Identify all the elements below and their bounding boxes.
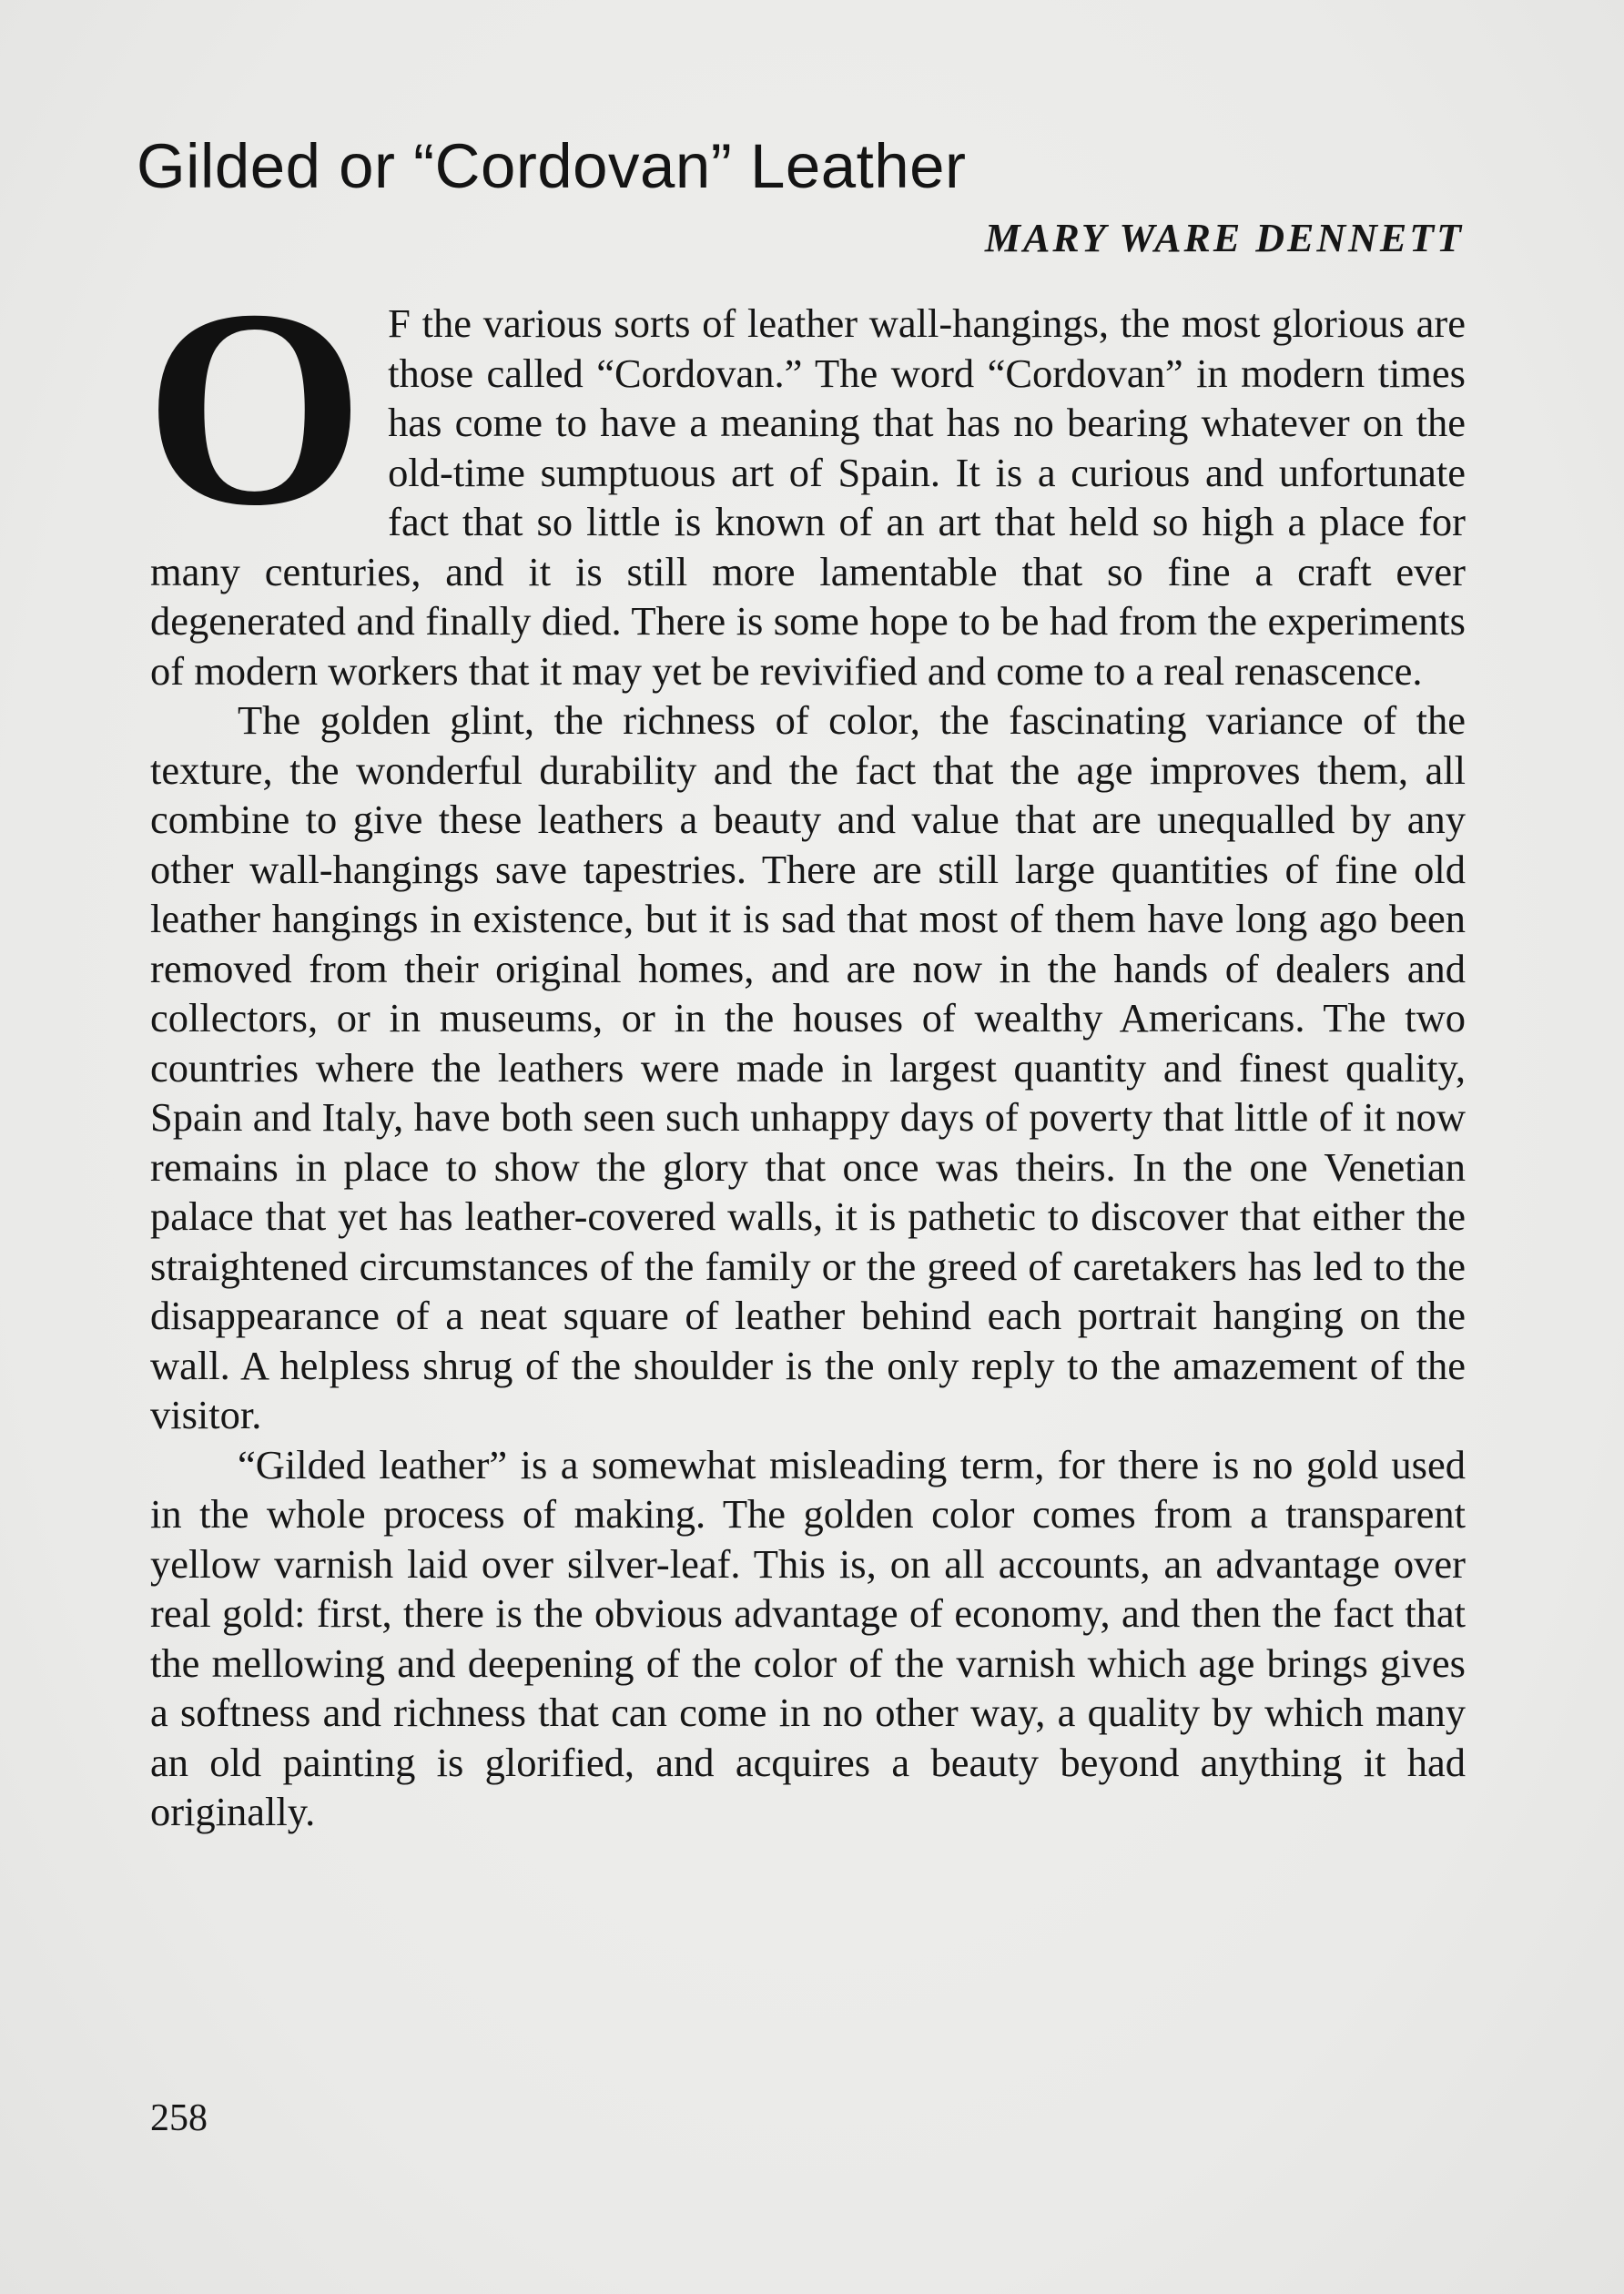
drop-cap: O xyxy=(145,252,365,564)
paragraph-3: “Gilded leather” is a somewhat misleading term, for there is no gold used in the whole process of making. The golden color comes from a transparent yellow varnish laid over silver-leaf. This is, on all accounts, an advantage over real gold: first, there is the obvious advantage of economy, and then the fact that the mellowing and deepening of the color of the varnish which age brings gives a softness and richness that can come in no other way, a quality by which many an old painting is glorified, and acquires a beauty beyond anything it had originally. xyxy=(150,1441,1466,1834)
article-author: MARY WARE DENNETT xyxy=(984,216,1464,260)
paragraph-1-text: F the various sorts of leather wall-hangings, the most glorious are those called “Cordovan.” The word “Cordovan” in modern times has come to have a meaning that has no bearing whatever on the old-time sumptuous art of Spain. It is a curious and unfortunate fact that so little is known of an art that held so high a place for many centuries, and it is still more lamentable that so fine a craft ever degenerated and finally died. There is some hope to be had from the experiments of modern workers that it may yet be revivified and come to a real renascence. xyxy=(150,300,1466,694)
paragraph-2: The golden glint, the richness of color, the fascinating variance of the texture, the wonderful durability and the fact that the age improves them, all combine to give these leathers a beauty and value that are unequalled by any other wall-hangings save tapestries. There are still large quantities of fine old leather hangings in existence, but it is sad that most of them have long ago been removed from their original homes, and are now in the hands of dealers and collectors, or in museums, or in the houses of wealthy Americans. The two countries where the leathers were made in largest quantity and finest quality, Spain and Italy, have both seen such unhappy days of poverty that little of it now remains in place to show the glory that once was theirs. In the one Venetian palace that yet has leather-covered walls, it is pathetic to discover that either the straightened circumstances of the family or the greed of caretakers has led to the disappearance of a neat square of leather behind each portrait hanging on the wall. A helpless shrug of the shoulder is the only reply to the amazement of the visitor. xyxy=(150,697,1466,1437)
page-number: 258 xyxy=(150,2097,208,2139)
paragraph-1 xyxy=(145,252,1466,695)
article-body xyxy=(145,252,1466,1837)
article-title: Gilded or “Cordovan” Leather xyxy=(137,131,967,201)
